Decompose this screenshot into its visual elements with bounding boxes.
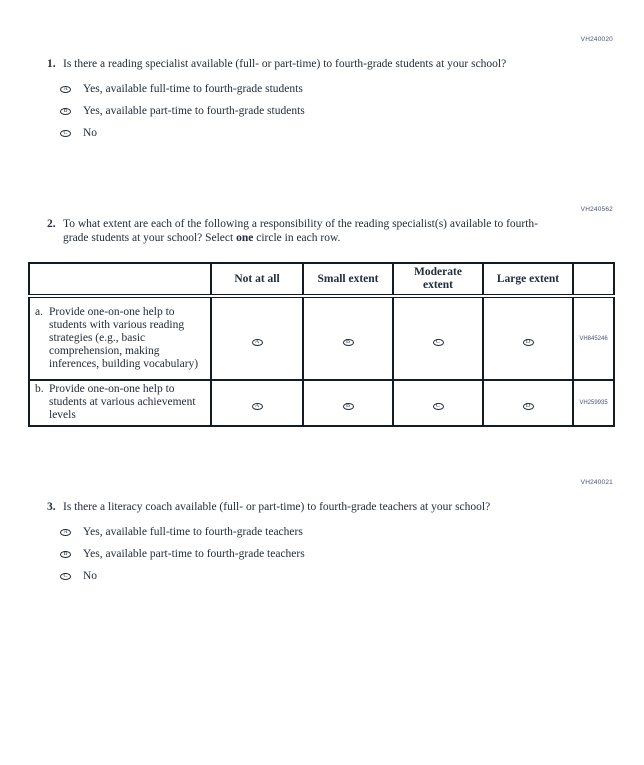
question-3-number: 3. — [47, 501, 56, 513]
answer-oval-c-icon[interactable]: C — [433, 403, 444, 410]
answer-oval-a-icon[interactable]: A — [60, 86, 71, 93]
row-a-accession-code: VH845246 — [573, 296, 614, 380]
option-q1-c[interactable] — [60, 126, 644, 140]
answer-oval-b-icon[interactable]: B — [343, 339, 354, 346]
answer-oval-b-icon[interactable]: B — [60, 108, 71, 115]
header-empty — [29, 263, 211, 296]
option-label: No — [83, 570, 98, 582]
option-q3-b[interactable] — [60, 547, 644, 561]
question-2-text-start: To what extent are each of the following a responsibility of the reading specialist(s) available to fourth-grade students at your school? Select — [63, 218, 539, 244]
header-moderate-extent: Moderate extent — [393, 263, 483, 296]
answer-oval-c-icon[interactable]: C — [433, 339, 444, 346]
header-code-column — [573, 263, 614, 296]
answer-oval-b-icon[interactable]: B — [60, 551, 71, 558]
question-1 — [47, 57, 644, 71]
question-3 — [47, 500, 644, 514]
option-q3-a[interactable] — [60, 525, 644, 539]
question-2-text — [63, 217, 541, 245]
row-a-large-extent-cell — [483, 296, 573, 380]
row-b-accession-code: VH259935 — [573, 380, 614, 426]
question-2-section — [0, 206, 644, 427]
answer-oval-b-icon[interactable]: B — [343, 403, 354, 410]
row-b-label: Provide one-on-one help to students at various achievement levels — [49, 383, 196, 421]
question-3-options — [60, 525, 644, 583]
row-a-label-cell — [29, 296, 211, 380]
row-b-small-extent-cell — [303, 380, 393, 426]
row-a-small-extent-cell — [303, 296, 393, 380]
row-b-prefix: b. — [35, 383, 44, 395]
option-q3-c[interactable] — [60, 569, 644, 583]
option-q1-b[interactable] — [60, 104, 644, 118]
question-3-accession-code: VH240021 — [580, 479, 613, 486]
row-b-not-at-all-cell — [211, 380, 303, 426]
row-a-not-at-all-cell — [211, 296, 303, 380]
table-row-b — [29, 380, 614, 426]
answer-oval-c-icon[interactable]: C — [60, 130, 71, 137]
row-a-label: Provide one-on-one help to students with various reading strategies (e.g., basic comprehension, making inferences, building vocabulary) — [49, 305, 199, 370]
answer-oval-a-icon[interactable]: A — [252, 403, 263, 410]
row-b-large-extent-cell — [483, 380, 573, 426]
question-2-accession-code: VH240562 — [580, 206, 613, 213]
row-b-label-cell — [29, 380, 211, 426]
row-a-prefix: a. — [35, 305, 43, 318]
table-row-a — [29, 296, 614, 380]
question-2-number: 2. — [47, 218, 56, 230]
question-3-text: Is there a literacy coach available (full- or part-time) to fourth-grade teachers at your school? — [63, 501, 491, 513]
answer-oval-a-icon[interactable]: A — [252, 339, 263, 346]
header-small-extent: Small extent — [303, 263, 393, 296]
row-a-moderate-extent-cell — [393, 296, 483, 380]
question-2-text-bold: one — [236, 232, 254, 244]
question-1-options — [60, 82, 644, 140]
question-1-accession-code: VH240020 — [580, 36, 613, 43]
responsibility-table — [28, 262, 615, 427]
row-b-moderate-extent-cell — [393, 380, 483, 426]
option-q1-a[interactable] — [60, 82, 644, 96]
option-label: Yes, available part-time to fourth-grade students — [83, 105, 305, 117]
question-1-number: 1. — [47, 58, 56, 70]
header-large-extent: Large extent — [483, 263, 573, 296]
answer-oval-c-icon[interactable]: C — [60, 573, 71, 580]
question-2-text-end: circle in each row. — [253, 232, 341, 244]
answer-oval-a-icon[interactable]: A — [60, 529, 71, 536]
answer-oval-d-icon[interactable]: D — [523, 339, 534, 346]
option-label: Yes, available full-time to fourth-grade students — [83, 83, 303, 95]
question-1-section — [0, 36, 644, 148]
option-label: Yes, available part-time to fourth-grade teachers — [83, 548, 305, 560]
table-header-row — [29, 263, 614, 296]
option-label: Yes, available full-time to fourth-grade teachers — [83, 526, 303, 538]
question-2 — [47, 217, 644, 245]
header-not-at-all: Not at all — [211, 263, 303, 296]
answer-oval-d-icon[interactable]: D — [523, 403, 534, 410]
option-label: No — [83, 127, 98, 139]
question-3-section — [0, 479, 644, 591]
question-1-text: Is there a reading specialist available (full- or part-time) to fourth-grade students at your school? — [63, 58, 507, 70]
